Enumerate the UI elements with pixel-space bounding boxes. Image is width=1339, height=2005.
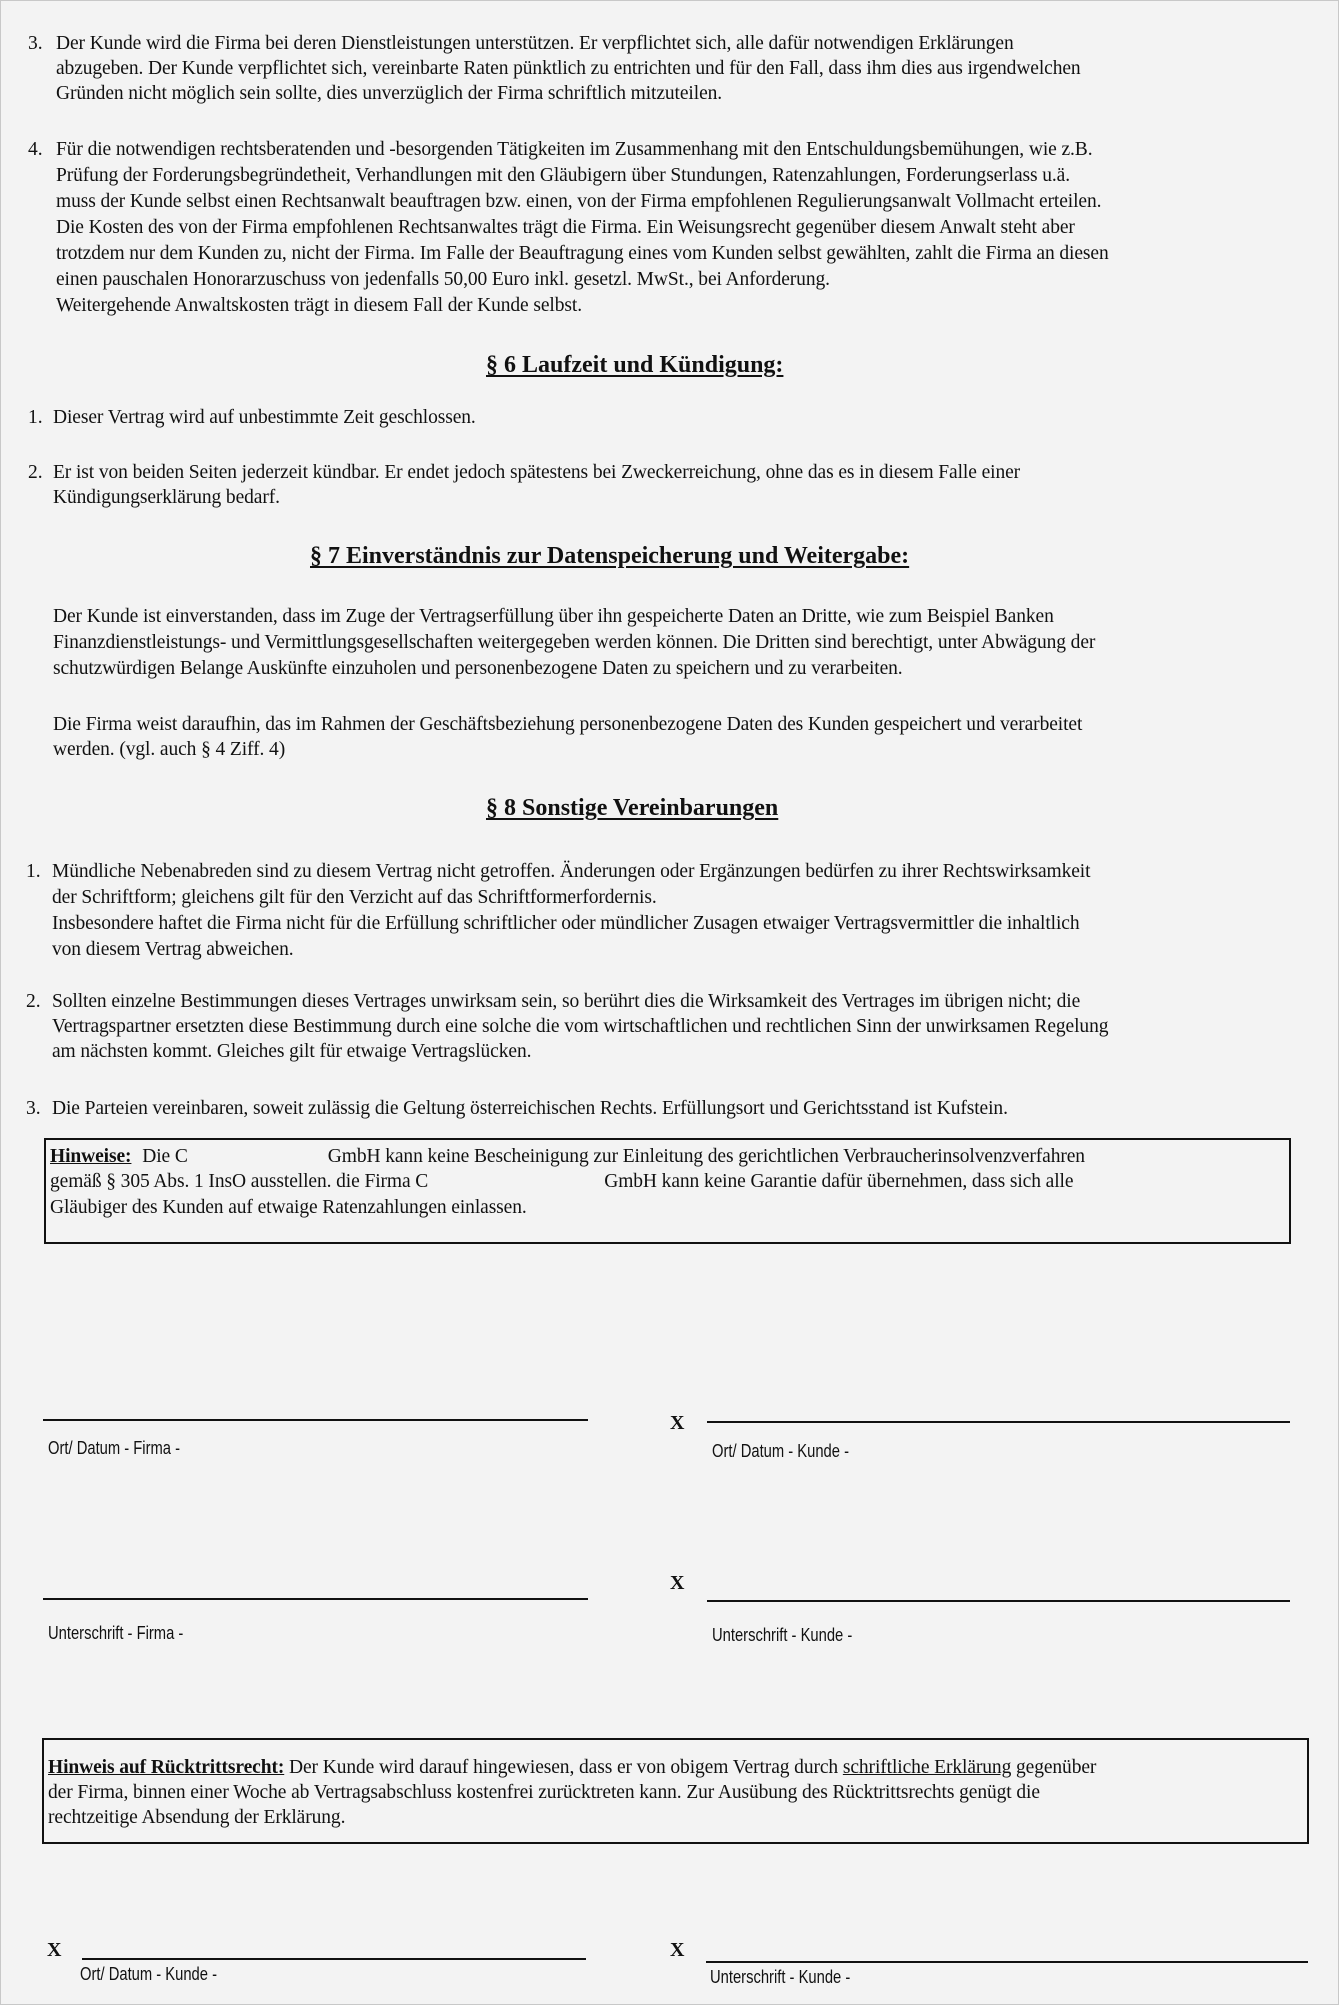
kunde-signature-line[interactable] <box>707 1600 1290 1602</box>
text-line: Insbesondere haftet die Firma nicht für die Erfüllung schriftlicher oder mündlicher Zusagen etwaiger Vertragsvermittler die inhaltlich <box>52 913 1080 934</box>
kunde-signature-label: Unterschrift - Kunde - <box>712 1625 853 1645</box>
withdrawal-line-3: rechtzeitige Absendung der Erklärung. <box>48 1807 346 1828</box>
section-6-heading: § 6 Laufzeit und Kündigung: <box>486 352 784 378</box>
notice-text: gemäß § 305 Abs. 1 InsO ausstellen. die Firma C <box>50 1171 429 1192</box>
text-line: Er ist von beiden Seiten jederzeit kündbar. Er endet jedoch spätestens bei Zweckerreichung, ohne das es in diesem Falle einer <box>53 462 1021 483</box>
kunde-date-label: Ort/ Datum - Kunde - <box>712 1441 849 1461</box>
withdrawal-line-1 <box>48 1756 1096 1780</box>
section-7-heading: § 7 Einverständnis zur Datenspeicherung und Weitergabe: <box>310 543 910 569</box>
text-line: Die Firma weist daraufhin, das im Rahmen der Geschäftsbeziehung personenbezogene Daten des Kunden gespeichert und verarbeitet <box>53 714 1083 735</box>
x-mark: X <box>670 1939 685 1961</box>
text-line: von diesem Vertrag abweichen. <box>52 939 294 960</box>
firma-date-label: Ort/ Datum - Firma - <box>48 1438 181 1458</box>
text-line: werden. (vgl. auch § 4 Ziff. 4) <box>53 739 286 760</box>
kunde-date-label: Ort/ Datum - Kunde - <box>80 1964 217 1984</box>
text-line: Die Parteien vereinbaren, soweit zulässig die Geltung österreichischen Rechts. Erfüllungsort und Gerichtsstand ist Kufstein. <box>52 1098 1008 1119</box>
text-line: am nächsten kommt. Gleiches gilt für etwaige Vertragslücken. <box>52 1041 532 1062</box>
text-line: muss der Kunde selbst einen Rechtsanwalt beauftragen bzw. einen, von der Firma empfohlenen Regulierungsanwalt Vollmacht erteilen. <box>56 191 1102 212</box>
kunde-signature-line[interactable] <box>706 1961 1308 1963</box>
firma-signature-label: Unterschrift - Firma - <box>48 1623 184 1643</box>
item-number: 2. <box>28 462 43 483</box>
kunde-signature-label: Unterschrift - Kunde - <box>710 1967 851 1987</box>
x-mark: X <box>47 1939 62 1961</box>
text-line: Finanzdienstleistungs- und Vermittlungsgesellschaften weitergegeben werden können. Die Dritten sind berechtigt, unter Abwägung der <box>53 632 1096 653</box>
kunde-date-line[interactable] <box>707 1421 1290 1423</box>
text-line: Kündigungserklärung bedarf. <box>53 487 280 508</box>
item-number: 1. <box>28 407 43 428</box>
notice-line-3: Gläubiger des Kunden auf etwaige Ratenzahlungen einlassen. <box>50 1197 527 1218</box>
withdrawal-text: gegenüber <box>1016 1757 1097 1778</box>
notice-line-2 <box>50 1170 1073 1194</box>
text-line: Die Kosten des von der Firma empfohlenen Rechtsanwaltes trägt die Firma. Ein Weisungsrecht gegenüber diesem Anwalt steht aber <box>56 217 1075 238</box>
notice-label: Hinweise: <box>50 1146 132 1167</box>
item-number: 2. <box>26 991 41 1012</box>
text-line: Vertragspartner ersetzten diese Bestimmung durch eine solche die vom wirtschaftlichen und rechtlichen Sinn der unwirksamen Regelung <box>52 1016 1109 1037</box>
x-mark: X <box>670 1412 685 1434</box>
notice-line-1 <box>50 1145 1085 1169</box>
item-number: 3. <box>26 1098 41 1119</box>
notice-text: GmbH kann keine Bescheinigung zur Einleitung des gerichtlichen Verbraucherinsolvenzverfahren <box>327 1146 1085 1167</box>
notice-text: GmbH kann keine Garantie dafür übernehmen, dass sich alle <box>604 1171 1074 1192</box>
firma-signature-line[interactable] <box>43 1598 588 1600</box>
text-line: Gründen nicht möglich sein sollte, dies unverzüglich der Firma schriftlich mitzuteilen. <box>56 83 723 104</box>
notice-text: Die C <box>142 1146 188 1167</box>
text-line: Der Kunde wird die Firma bei deren Dienstleistungen unterstützen. Er verpflichtet sich, alle dafür notwendigen Erklärungen <box>56 33 1014 54</box>
item-number: 3. <box>28 33 43 54</box>
withdrawal-text-underlined: schriftliche Erklärung <box>842 1757 1012 1778</box>
notice-box <box>44 1138 1291 1244</box>
text-line: Sollten einzelne Bestimmungen dieses Vertrages unwirksam sein, so berührt dies die Wirksamkeit des Vertrages im übrigen nicht; die <box>52 991 1081 1012</box>
section-8-heading: § 8 Sonstige Vereinbarungen <box>486 795 779 821</box>
text-line: Prüfung der Forderungsbegründetheit, Verhandlungen mit den Gläubigern über Stundungen, Ratenzahlungen, Forderungserlass u.ä. <box>56 165 1071 186</box>
withdrawal-notice-box <box>42 1738 1309 1844</box>
item-number: 1. <box>26 861 41 882</box>
kunde-date-line[interactable] <box>82 1958 586 1960</box>
withdrawal-line-2: der Firma, binnen einer Woche ab Vertragsabschluss kostenfrei zurücktreten kann. Zur Ausübung des Rücktrittsrechts genügt die <box>48 1782 1040 1803</box>
firma-date-line[interactable] <box>43 1419 588 1421</box>
withdrawal-label: Hinweis auf Rücktrittsrecht: <box>48 1757 285 1778</box>
text-line: Weitergehende Anwaltskosten trägt in diesem Fall der Kunde selbst. <box>56 295 582 316</box>
text-line: Dieser Vertrag wird auf unbestimmte Zeit geschlossen. <box>53 407 476 428</box>
text-line: der Schriftform; gleichens gilt für den Verzicht auf das Schriftformerfordernis. <box>52 887 657 908</box>
text-line: einen pauschalen Honorarzuschuss von jedenfalls 50,00 Euro inkl. gesetzl. MwSt., bei Anforderung. <box>56 269 830 290</box>
x-mark: X <box>670 1572 685 1594</box>
withdrawal-text: Der Kunde wird darauf hingewiesen, dass er von obigem Vertrag durch <box>289 1757 839 1778</box>
text-line: schutzwürdigen Belange Auskünfte einzuholen und personenbezogene Daten zu speichern und zu verarbeiten. <box>53 658 903 679</box>
text-line: abzugeben. Der Kunde verpflichtet sich, vereinbarte Raten pünktlich zu entrichten und für den Fall, dass ihm dies aus irgendwelchen <box>56 58 1081 79</box>
text-line: Für die notwendigen rechtsberatenden und -besorgenden Tätigkeiten im Zusammenhang mit den Entschuldungsbemühungen, wie z.B. <box>56 139 1093 160</box>
text-line: Der Kunde ist einverstanden, dass im Zuge der Vertragserfüllung über ihn gespeicherte Daten an Dritte, wie zum Beispiel Banken <box>53 606 1054 627</box>
text-line: trotzdem nur dem Kunden zu, nicht der Firma. Im Falle der Beauftragung eines vom Kunden selbst gewählten, zahlt die Firma an diesen <box>56 243 1109 264</box>
item-number: 4. <box>28 139 43 160</box>
text-line: Mündliche Nebenabreden sind zu diesem Vertrag nicht getroffen. Änderungen oder Ergänzungen bedürfen zu ihrer Rechtswirksamkeit <box>52 861 1091 882</box>
